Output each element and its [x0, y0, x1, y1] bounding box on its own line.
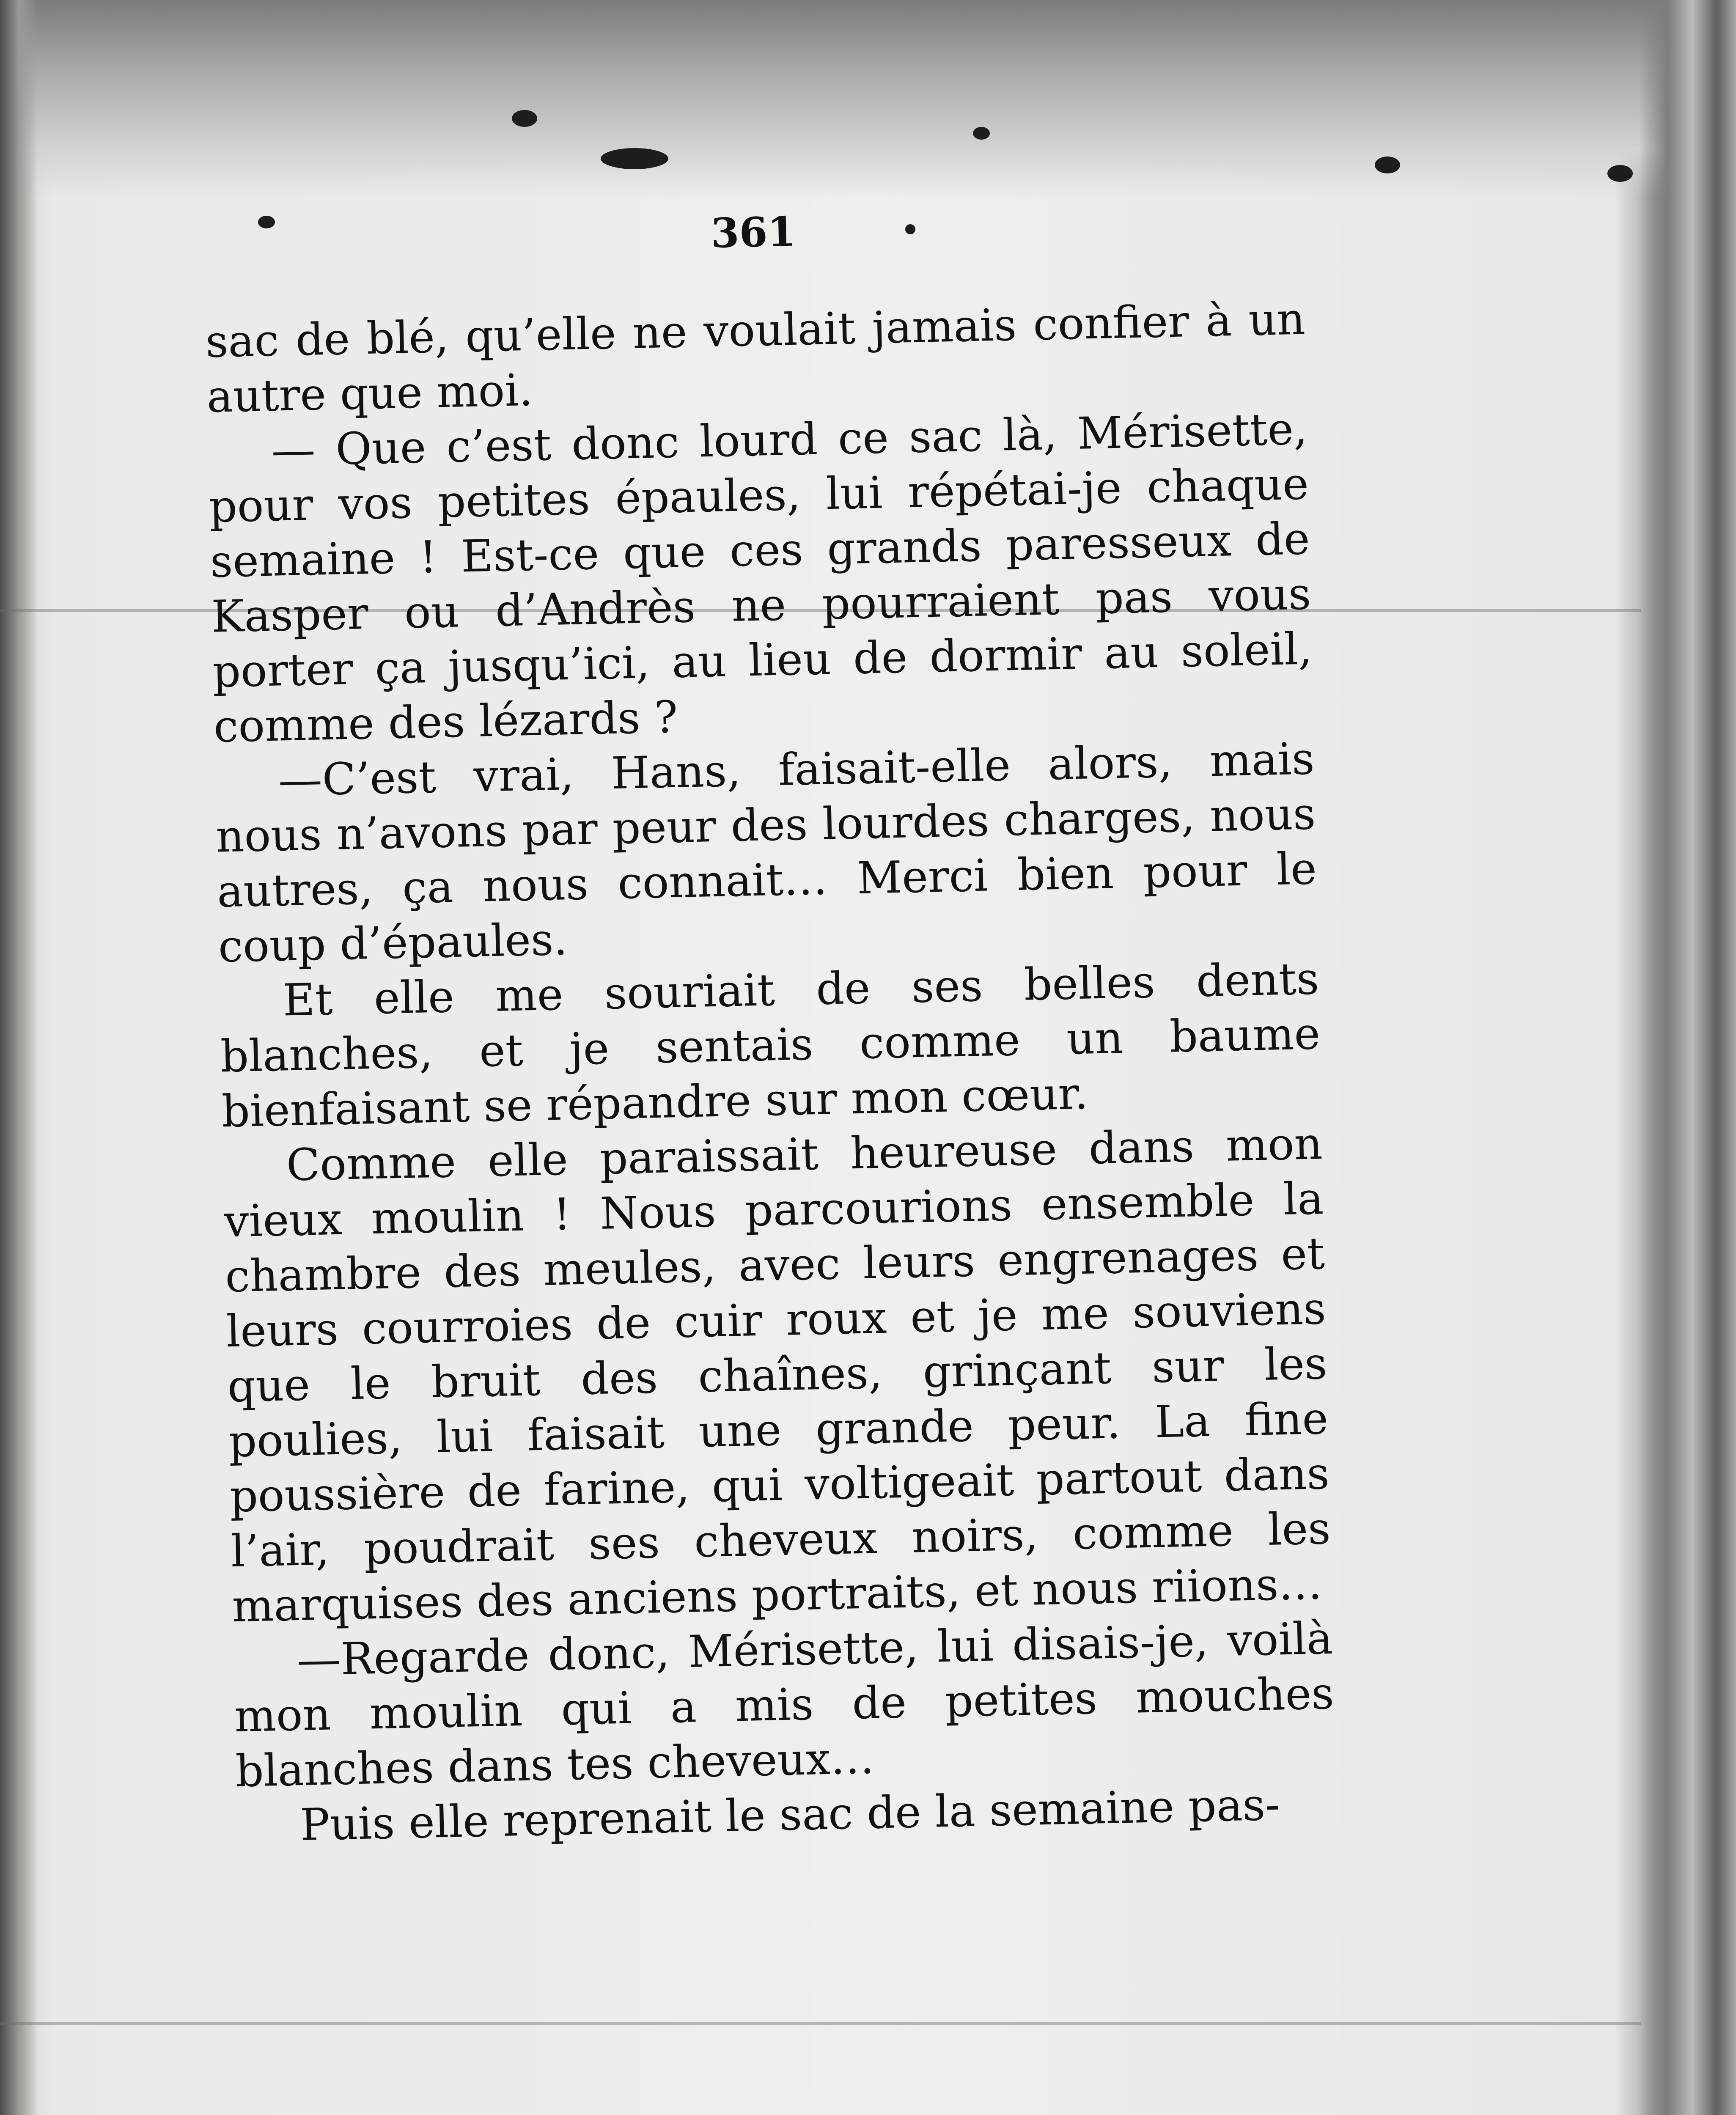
ink-speck — [1607, 165, 1633, 182]
paragraph: Et elle me souriait de ses belles dents blanches, et je sentais comme un baume bienfaisant se répandre sur mon cœur. — [220, 953, 1321, 1137]
ink-speck — [1375, 157, 1400, 173]
paragraph: sac de blé, qu’elle ne voulait jamais confier à un autre que moi. — [205, 293, 1306, 423]
paragraph: —C’est vrai, Hans, faisait-elle alors, mais nous n’avons par peur des lourdes charges, nous autres, ça nous connait… Merci bien pour le coup d’épaules. — [215, 733, 1317, 972]
top-scan-shadow — [0, 0, 1736, 199]
ink-speck — [973, 127, 990, 140]
page-number: 361 — [710, 207, 797, 257]
paragraph: Puis elle reprenait le sac de la semaine pas- — [299, 1778, 1281, 1851]
paragraph: —Regarde donc, Mérisette, lui disais-je, voilà mon moulin qui a mis de petites mouches blanches dans tes cheveux… — [233, 1612, 1335, 1797]
book-page — [203, 197, 1337, 1854]
ink-speck — [601, 148, 668, 169]
paragraph: Comme elle paraissait heureuse dans mon vieux moulin ! Nous parcourions ensemble la chambre des meules, avec leurs engrenages et leurs courroies de cuir roux et je me souviens que le bruit des chaînes, grinçant sur les poulies, lui faisait une grande peur. La fine poussière de farine, qui voltigeait partout dans l’air, poudrait ses cheveux noirs, comme les marquises des anciens portraits, et nous riions… — [223, 1118, 1331, 1632]
right-binding-edge — [1639, 0, 1736, 2115]
faint-bleedthrough-line — [0, 2022, 1641, 2025]
ink-speck — [512, 110, 537, 127]
paragraph: — Que c’est donc lourd ce sac là, Mérisette, pour vos petites épaules, lui répétai-je chaque semaine ! Est-ce que ces grands paresseux de Kasper ou d’Andrès ne pourraient pas vous porter ça jusqu’ici, au lieu de dormir au soleil, comme des lézards ? — [208, 403, 1313, 753]
left-scan-shadow — [0, 0, 38, 2115]
